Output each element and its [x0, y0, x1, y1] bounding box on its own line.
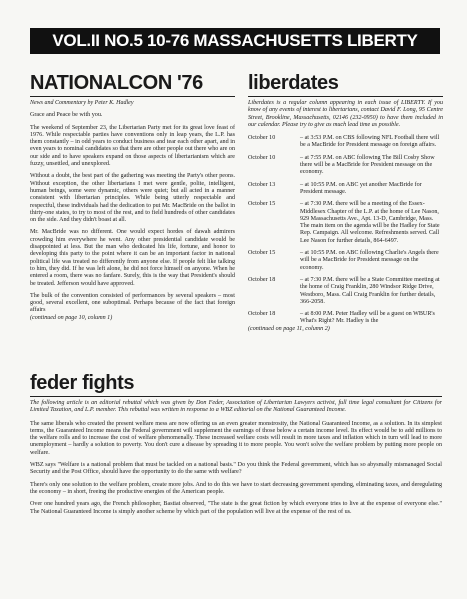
nationalcon-paragraph: Mr. MacBride was no different. One would expect hordes of dawah admirers crowding him everywhere he went. Any other presidential candidate would be disappointed at less. But the man who dedicated his life, fortune, and honor to developing this party to the point where it can be an important factor in national political life was treated no differently from anyone else. If people felt like talking to him, they did. If he was left alone, he did not force himself on anyone. When he entered a room, there was no fanfare. Surely, this is the way that President's should be treated. Jefferson would have approved. — [30, 229, 235, 287]
nationalcon-paragraph: The bulk of the convention consisted of performances by several speakers – most good, several excellent, one suboptimal. Perhaps because of the fact that foreign affairs — [30, 292, 235, 314]
masthead: VOL.II NO.5 10-76 MASSACHUSETTS LIBERTY — [30, 28, 440, 54]
event-date: October 15 — [248, 201, 276, 208]
event-date: October 18 — [248, 311, 276, 318]
event-item — [248, 250, 443, 272]
nationalcon-byline: News and Commentary by Peter K. Hadley — [30, 100, 134, 106]
event-item — [248, 311, 443, 326]
nationalcon-paragraph: Without a doubt, the best part of the gathering was meeting the Party's other peons. Without exception, the other libertarians I met were gentle, polite, intelligent, human beings, some were dynamic, others were quiet; but all acted in a manner consistent with libertarian principles. While being utterly respectable and respectful, these individuals had the dedication to put Mr. MacBride on the ballot in thirty-one states, to try to most of the rest, and to field hundreds of other candidates on the side. And they didn't boast at all. — [30, 173, 235, 224]
liberdates-column — [248, 72, 443, 354]
feder-fights-intro: The following article is an editorial rebuttal which was given by Don Feder, Association of Libertarian Lawyers activist, full time legal consultant for Citizens for Limited Taxation, and L.P. member. This rebuttal was written in response to a WBZ editorial on the National Guaranteed Income. — [30, 400, 442, 414]
event-description: – at 7:30 P.M. there will be a State Committee meeting at the home of Craig Franklin, 280 Windsor Ridge Drive, Westboro, Mass. Call Craig Franklin for further details, 366-2058. — [300, 276, 440, 305]
liberdates-heading: liberdates — [248, 72, 443, 97]
event-description: – at 10:55 P.M. on ABC following Charlie's Angels there will be a MacBride for President message on the economy. — [300, 250, 439, 271]
event-item — [248, 182, 443, 197]
event-date: October 18 — [248, 276, 276, 283]
event-date: October 13 — [248, 181, 276, 188]
liberdates-intro: Liberdates is a regular column appearing in each issue of LIBERTY. If you know of any events of interest to libertarians, contact David F. Long, 95 Centre Street, Brookline, Massachusetts, 02146 (232-0950) to have them included in our calendar. Please try to give as much lead time as possible. — [248, 100, 443, 128]
nationalcon-paragraph: Grace and Peace be with you. — [30, 112, 103, 119]
event-description: – at 10:55 P.M. on ABC yet another MacBride for President message. — [300, 181, 422, 195]
event-date: October 10 — [248, 154, 276, 161]
event-item — [248, 155, 443, 177]
feder-fights-paragraph: Over one hundred years ago, the French philosopher, Bastiat observed, "The state is the great fiction by which everyone tries to live at the expense of everyone else." The National Guaranteed Income is simply another scheme by which part of the population will live at the expense of the rest of us. — [30, 501, 442, 515]
event-description: – at 3:53 P.M. on CBS following NFL Football there will be a MacBride for President message on foreign affairs. — [300, 135, 440, 149]
nationalcon-paragraph: The weekend of September 23, the Libertarian Party met for its great love feast of 1976. While respectable parties have conventions only in leap years, the L.P. has them constantly – in odd years to conduct business and tear each other apart, and in even years to nominal candidates so that there are other people out there who are on our side and to have speakers expand on those aspects of libertarianism which are fuzzy, unsettled, and unexplored. — [30, 124, 235, 168]
liberdates-continued: (continued on page 11, column 2) — [248, 325, 330, 332]
nationalcon-article — [30, 72, 235, 352]
event-description: – at 7:30 P.M. there will be a meeting of the Essex-Middlesex Chapter of the L.P. at the home of Lee Nason, 929 Massachusetts Ave., Apt. 13-D, Cambridge, Mass. The main item on the agenda will be the Hadley for State Rep. Campaign. All welcome. Refreshments served. Call Lee Nason for further details, 864-6497. — [300, 201, 440, 244]
event-item — [248, 135, 443, 150]
event-item — [248, 201, 443, 245]
event-item — [248, 277, 443, 306]
feder-fights-article — [30, 372, 442, 597]
event-description: – at 7:55 P.M. on ABC following The Bill Cosby Show there will be a MacBride for President message on the economy. — [300, 154, 435, 176]
feder-fights-paragraph: WBZ says "Welfare is a national problem that must be tackled on a national basis." Do you think the Federal government, which has so abysmally mismanaged Social Security and the Post Office, should have the opportunity to do the same with welfare? — [30, 462, 442, 476]
event-description: – at 8:00 P.M. Peter Hadley will be a guest on WBUR's What's Right? Mr. Hadley is the — [300, 311, 435, 325]
feder-fights-heading: feder fights — [30, 372, 442, 397]
event-date: October 10 — [248, 135, 276, 142]
nationalcon-continued: (continued on page 10, column 1) — [30, 314, 113, 321]
event-date: October 15 — [248, 250, 276, 257]
feder-fights-paragraph: There's only one solution to the welfare problem, create more jobs. And to do this we have to start decreasing government spending, eliminating taxes, and deregulating the economy – in short, freeing the productive energies of the American people. — [30, 481, 442, 495]
nationalcon-heading: NATIONALCON '76 — [30, 72, 235, 97]
feder-fights-paragraph: The same liberals who created the present welfare mess are now offering us an even greater monstrosity, the National Guaranteed Income, as a solution. In its simplest terms, the Guaranteed Income means the Federal government will supplement the earnings of those below a certain income level. Its effect would be to add millions to the welfare rolls and to increase the cost of welfare phenomenally. These increased welfare costs will result in more taxes and inflation which in turn will lead to more unemployment – hardly a solution to poverty. You don't cure a disease by spreading it to more people. You won't solve the welfare problem by putting more people on welfare. — [30, 420, 442, 456]
